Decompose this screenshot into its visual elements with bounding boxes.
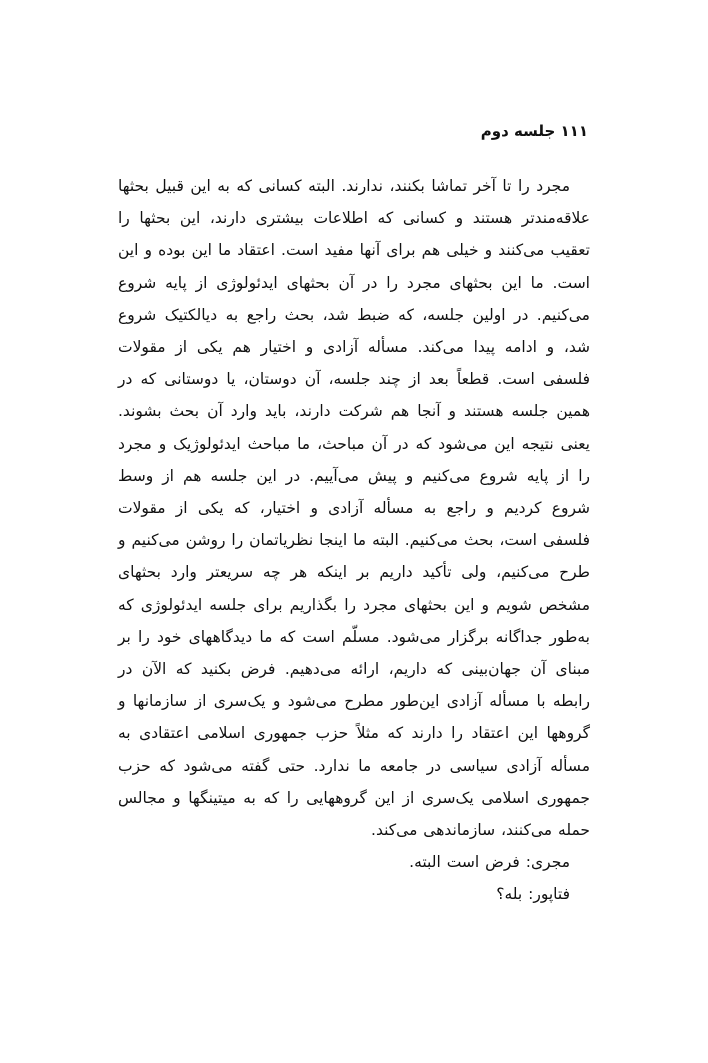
dialogue-text: فرض است البته. [409,853,520,872]
dialogue-line [118,846,590,878]
speaker-label: فتاپور: [528,885,570,904]
running-header [118,120,588,142]
body-text [118,170,590,911]
page-number: ۱۱۱ [560,122,588,140]
speaker-label: مجری: [525,853,570,872]
dialogue-line [118,878,590,910]
dialogue-text: بله؟ [496,885,523,904]
chapter-title: جلسه دوم [480,122,556,140]
main-paragraph: مجرد را تا آخر تماشا بکنند، ندارند. البته کسانی که به این قبیل بحثها علاقه‌مندتر هستند و کسانی که اطلاعات بیشتری دارند، این بحثها را تعقیب می‌کنند و خیلی هم برای آنها مفید است. اعتقاد ما این بوده و این است. ما این بحثهای مجرد را در آن بحثهای ایدئولوژی از پایه شروع می‌کنیم. در اولین جلسه، که ضبط شد، بحث راجع به دیالکتیک شروع شد، و ادامه پیدا می‌کند. مسأله آزادی و اختیار هم یکی از مقولات فلسفی است. قطعاً بعد از چند جلسه، آن دوستان، یا دوستانی که در همین جلسه هستند و آنجا هم شرکت دارند، باید وارد آن بحث بشوند. یعنی نتیجه این می‌شود که در آن مباحث، ما مباحث ایدئولوژیک و مجرد را از پایه شروع می‌کنیم و پیش می‌آییم. در این جلسه هم از وسط شروع کردیم و راجع به مسأله آزادی و اختیار، که یکی از مقولات فلسفی است، بحث می‌کنیم. البته ما اینجا نظریاتمان را روشن می‌کنیم و طرح می‌کنیم، ولی تأکید داریم بر اینکه هر چه سریعتر وارد بحثهای مشخص شویم و این بحثهای مجرد را بگذاریم برای جلسه ایدئولوژی که به‌طور جداگانه برگزار می‌شود. مسلّم است که ما دیدگاههای خود را بر مبنای آن جهان‌بینی که داریم، ارائه می‌دهیم. فرض بکنید که الآن در رابطه با مسأله آزادی این‌طور مطرح می‌شود و یک‌سری از سازمانها و گروهها این اعتقاد را دارند که مثلاً حزب جمهوری اسلامی اعتقادی به مسأله آزادی سیاسی در جامعه ما ندارد. حتی گفته می‌شود که حزب جمهوری اسلامی یک‌سری از این گروههایی را که به میتینگها و مجالس حمله می‌کنند، سازماندهی می‌کند. [118,177,590,840]
